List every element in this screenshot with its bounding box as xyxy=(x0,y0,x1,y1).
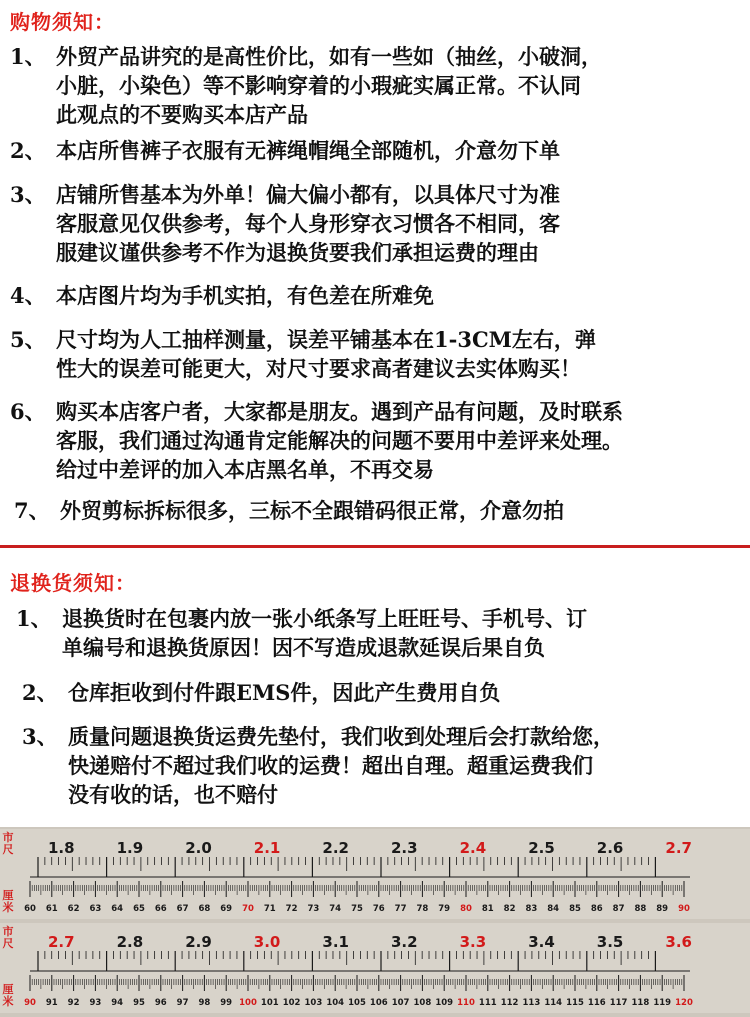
cm-tick-label: 120 xyxy=(675,998,693,1008)
cm-tick-label: 84 xyxy=(547,904,560,914)
cm-tick-label: 107 xyxy=(391,998,410,1008)
cm-tick-label: 73 xyxy=(307,904,320,914)
shopping-notice-item-line: 性大的误差可能更大，对尺寸要求高者建议去实体购买！ xyxy=(56,356,581,381)
shopping-notice-item-number: 5、 xyxy=(10,327,46,352)
cm-tick-label: 64 xyxy=(111,904,124,914)
return-notice-title: 退换货须知： xyxy=(10,571,136,595)
shopping-notice-item-line: 1、 外贸产品讲究的是高性价比，如有一些如（抽丝，小破洞， xyxy=(10,44,602,69)
cm-tick-label: 115 xyxy=(566,998,584,1008)
cm-tick-label: 67 xyxy=(176,904,189,914)
shichi-tick-label: 2.6 xyxy=(596,839,624,857)
shopping-notice-item-line: 此观点的不要购买本店产品 xyxy=(56,102,308,127)
cm-tick-label: 105 xyxy=(348,998,366,1008)
cm-tick-label: 101 xyxy=(260,998,279,1008)
cm-tick-label: 99 xyxy=(220,998,233,1008)
cm-tick-label: 112 xyxy=(500,998,519,1008)
cm-tick-label: 90 xyxy=(678,904,690,914)
cm-tick-label: 86 xyxy=(590,904,603,914)
cm-tick-label: 96 xyxy=(154,998,167,1008)
shopping-notice-item-line: 2、 本店所售裤子衣服有无裤绳帽绳全部随机，介意勿下单 xyxy=(10,138,560,163)
cm-tick-label: 74 xyxy=(329,904,342,914)
shichi-unit-label: 尺 xyxy=(2,937,14,950)
centimeter-unit-label: 米 xyxy=(2,995,14,1008)
shichi-unit-label: 市 xyxy=(2,831,14,844)
cm-tick-label: 104 xyxy=(326,998,345,1008)
cm-tick-label: 95 xyxy=(133,998,145,1008)
shopping-notice-item-number: 3、 xyxy=(10,182,46,207)
shopping-notice-item-line: 给过中差评的加入本店黑名单，不再交易 xyxy=(56,457,434,482)
cm-tick-label: 72 xyxy=(285,904,298,914)
return-notice-item-number: 3、 xyxy=(22,724,58,749)
shichi-tick-label: 2.7 xyxy=(48,933,75,951)
cm-tick-label: 65 xyxy=(133,904,145,914)
cm-tick-label: 97 xyxy=(176,998,189,1008)
shopping-notice-item-line: 7、 外贸剪标拆标很多，三标不全跟错码很正常，介意勿拍 xyxy=(14,498,564,523)
cm-tick-label: 113 xyxy=(522,998,541,1008)
ruler-graphic xyxy=(0,827,750,1017)
shichi-tick-label: 2.5 xyxy=(528,839,555,857)
cm-tick-label: 70 xyxy=(242,904,254,914)
cm-tick-label: 92 xyxy=(67,998,80,1008)
return-notice-item-line: 2、 仓库拒收到付件跟EMS件，因此产生费用自负 xyxy=(22,680,501,705)
cm-tick-label: 100 xyxy=(239,998,257,1008)
return-notice-item-line: 快递赔付不超过我们收的运费！超出自理。超重运费我们 xyxy=(68,753,593,778)
shopping-notice-item xyxy=(10,281,434,310)
cm-tick-label: 85 xyxy=(569,904,581,914)
shichi-tick-label: 2.2 xyxy=(322,839,349,857)
cm-tick-label: 79 xyxy=(438,904,451,914)
shichi-tick-label: 2.3 xyxy=(391,839,418,857)
cm-tick-label: 77 xyxy=(394,904,407,914)
section-divider xyxy=(0,545,750,548)
cm-tick-label: 118 xyxy=(631,998,650,1008)
return-notice-item xyxy=(22,678,500,707)
return-notice-item xyxy=(16,604,587,662)
return-notice-item-line: 没有收的话，也不赔付 xyxy=(68,782,278,807)
return-notice-item xyxy=(22,722,614,809)
cm-tick-label: 108 xyxy=(413,998,432,1008)
cm-tick-label: 106 xyxy=(369,998,388,1008)
shopping-notice-item xyxy=(10,136,560,165)
centimeter-unit-label: 米 xyxy=(2,901,14,914)
measuring-ruler xyxy=(0,827,750,1017)
cm-tick-label: 98 xyxy=(198,998,211,1008)
cm-tick-label: 61 xyxy=(45,904,58,914)
centimeter-unit-label: 厘 xyxy=(2,889,14,902)
cm-tick-label: 111 xyxy=(478,998,497,1008)
cm-tick-label: 93 xyxy=(89,998,102,1008)
shichi-tick-label: 3.2 xyxy=(391,933,418,951)
cm-tick-label: 63 xyxy=(89,904,102,914)
shopping-notice-item-line: 客服意见仅供参考，每个人身形穿衣习惯各不相同，客 xyxy=(56,211,560,236)
shopping-notice-item-line: 服建议谨供参考不作为退换货要我们承担运费的理由 xyxy=(56,240,539,265)
cm-tick-label: 78 xyxy=(416,904,429,914)
cm-tick-label: 60 xyxy=(24,904,36,914)
cm-tick-label: 62 xyxy=(67,904,80,914)
shichi-tick-label: 2.9 xyxy=(185,933,212,951)
cm-tick-label: 66 xyxy=(154,904,167,914)
cm-tick-label: 116 xyxy=(587,998,606,1008)
cm-tick-label: 110 xyxy=(457,998,475,1008)
cm-tick-label: 89 xyxy=(656,904,669,914)
shopping-notice-item-number: 1、 xyxy=(10,44,46,69)
shichi-tick-label: 2.7 xyxy=(665,839,692,857)
shichi-tick-label: 2.1 xyxy=(253,839,281,857)
shichi-unit-label: 尺 xyxy=(2,843,14,856)
shichi-tick-label: 3.5 xyxy=(596,933,624,951)
shopping-notice-item-line: 3、 店铺所售基本为外单！偏大偏小都有，以具体尺寸为准 xyxy=(10,182,560,207)
centimeter-unit-label: 厘 xyxy=(2,983,14,996)
shopping-notice-item xyxy=(14,496,564,525)
return-notice-item-line: 3、 质量问题退换货运费先垫付，我们收到处理后会打款给您， xyxy=(22,724,614,749)
shopping-notice-item-line: 4、 本店图片均为手机实拍，有色差在所难免 xyxy=(10,283,434,308)
shopping-notice-title: 购物须知： xyxy=(10,10,115,34)
cm-tick-label: 91 xyxy=(45,998,58,1008)
cm-tick-label: 87 xyxy=(612,904,625,914)
shopping-notice-item xyxy=(10,42,602,129)
shichi-tick-label: 2.4 xyxy=(459,839,487,857)
shopping-notice-item xyxy=(10,325,596,383)
cm-tick-label: 90 xyxy=(24,998,36,1008)
shopping-notice-item-line: 6、 购买本店客户者，大家都是朋友。遇到产品有问题，及时联系 xyxy=(10,399,623,424)
shichi-tick-label: 3.0 xyxy=(253,933,281,951)
return-notice-item-number: 2、 xyxy=(22,680,58,705)
shopping-notice-item-number: 7、 xyxy=(14,498,50,523)
shichi-tick-label: 3.1 xyxy=(322,933,349,951)
cm-tick-label: 82 xyxy=(503,904,516,914)
cm-tick-label: 119 xyxy=(653,998,672,1008)
cm-tick-label: 83 xyxy=(525,904,538,914)
cm-tick-label: 103 xyxy=(304,998,323,1008)
shichi-unit-label: 市 xyxy=(2,925,14,938)
cm-tick-label: 94 xyxy=(111,998,124,1008)
return-notice-item-line: 1、 退换货时在包裹内放一张小纸条写上旺旺号、手机号、订 xyxy=(16,606,587,631)
cm-tick-label: 71 xyxy=(263,904,276,914)
shopping-notice-item-line: 客服，我们通过沟通肯定能解决的问题不要用中差评来处理。 xyxy=(56,428,623,453)
shichi-tick-label: 2.0 xyxy=(185,839,212,857)
cm-tick-label: 75 xyxy=(351,904,363,914)
cm-tick-label: 109 xyxy=(435,998,454,1008)
shopping-notice-item-number: 4、 xyxy=(10,283,46,308)
shopping-notice-item xyxy=(10,397,623,484)
shichi-tick-label: 2.8 xyxy=(116,933,144,951)
cm-tick-label: 80 xyxy=(460,904,472,914)
cm-tick-label: 69 xyxy=(220,904,233,914)
cm-tick-label: 102 xyxy=(282,998,301,1008)
shichi-tick-label: 3.3 xyxy=(459,933,487,951)
cm-tick-label: 76 xyxy=(372,904,385,914)
cm-tick-label: 88 xyxy=(634,904,647,914)
cm-tick-label: 117 xyxy=(609,998,628,1008)
shopping-notice-item-number: 6、 xyxy=(10,399,46,424)
cm-tick-label: 81 xyxy=(481,904,494,914)
return-notice-item-line: 单编号和退换货原因！因不写造成退款延误后果自负 xyxy=(62,635,545,660)
shichi-tick-label: 1.9 xyxy=(116,839,144,857)
shichi-tick-label: 3.6 xyxy=(665,933,692,951)
shopping-notice-item xyxy=(10,180,560,267)
cm-tick-label: 114 xyxy=(544,998,563,1008)
return-notice-item-number: 1、 xyxy=(16,606,52,631)
shichi-tick-label: 1.8 xyxy=(48,839,75,857)
shichi-tick-label: 3.4 xyxy=(528,933,555,951)
shopping-notice-item-number: 2、 xyxy=(10,138,46,163)
shopping-notice-item-line: 小脏，小染色）等不影响穿着的小瑕疵实属正常。不认同 xyxy=(56,73,581,98)
cm-tick-label: 68 xyxy=(198,904,211,914)
shopping-notice-item-line: 5、 尺寸均为人工抽样测量，误差平铺基本在1-3CM左右，弹 xyxy=(10,327,596,352)
